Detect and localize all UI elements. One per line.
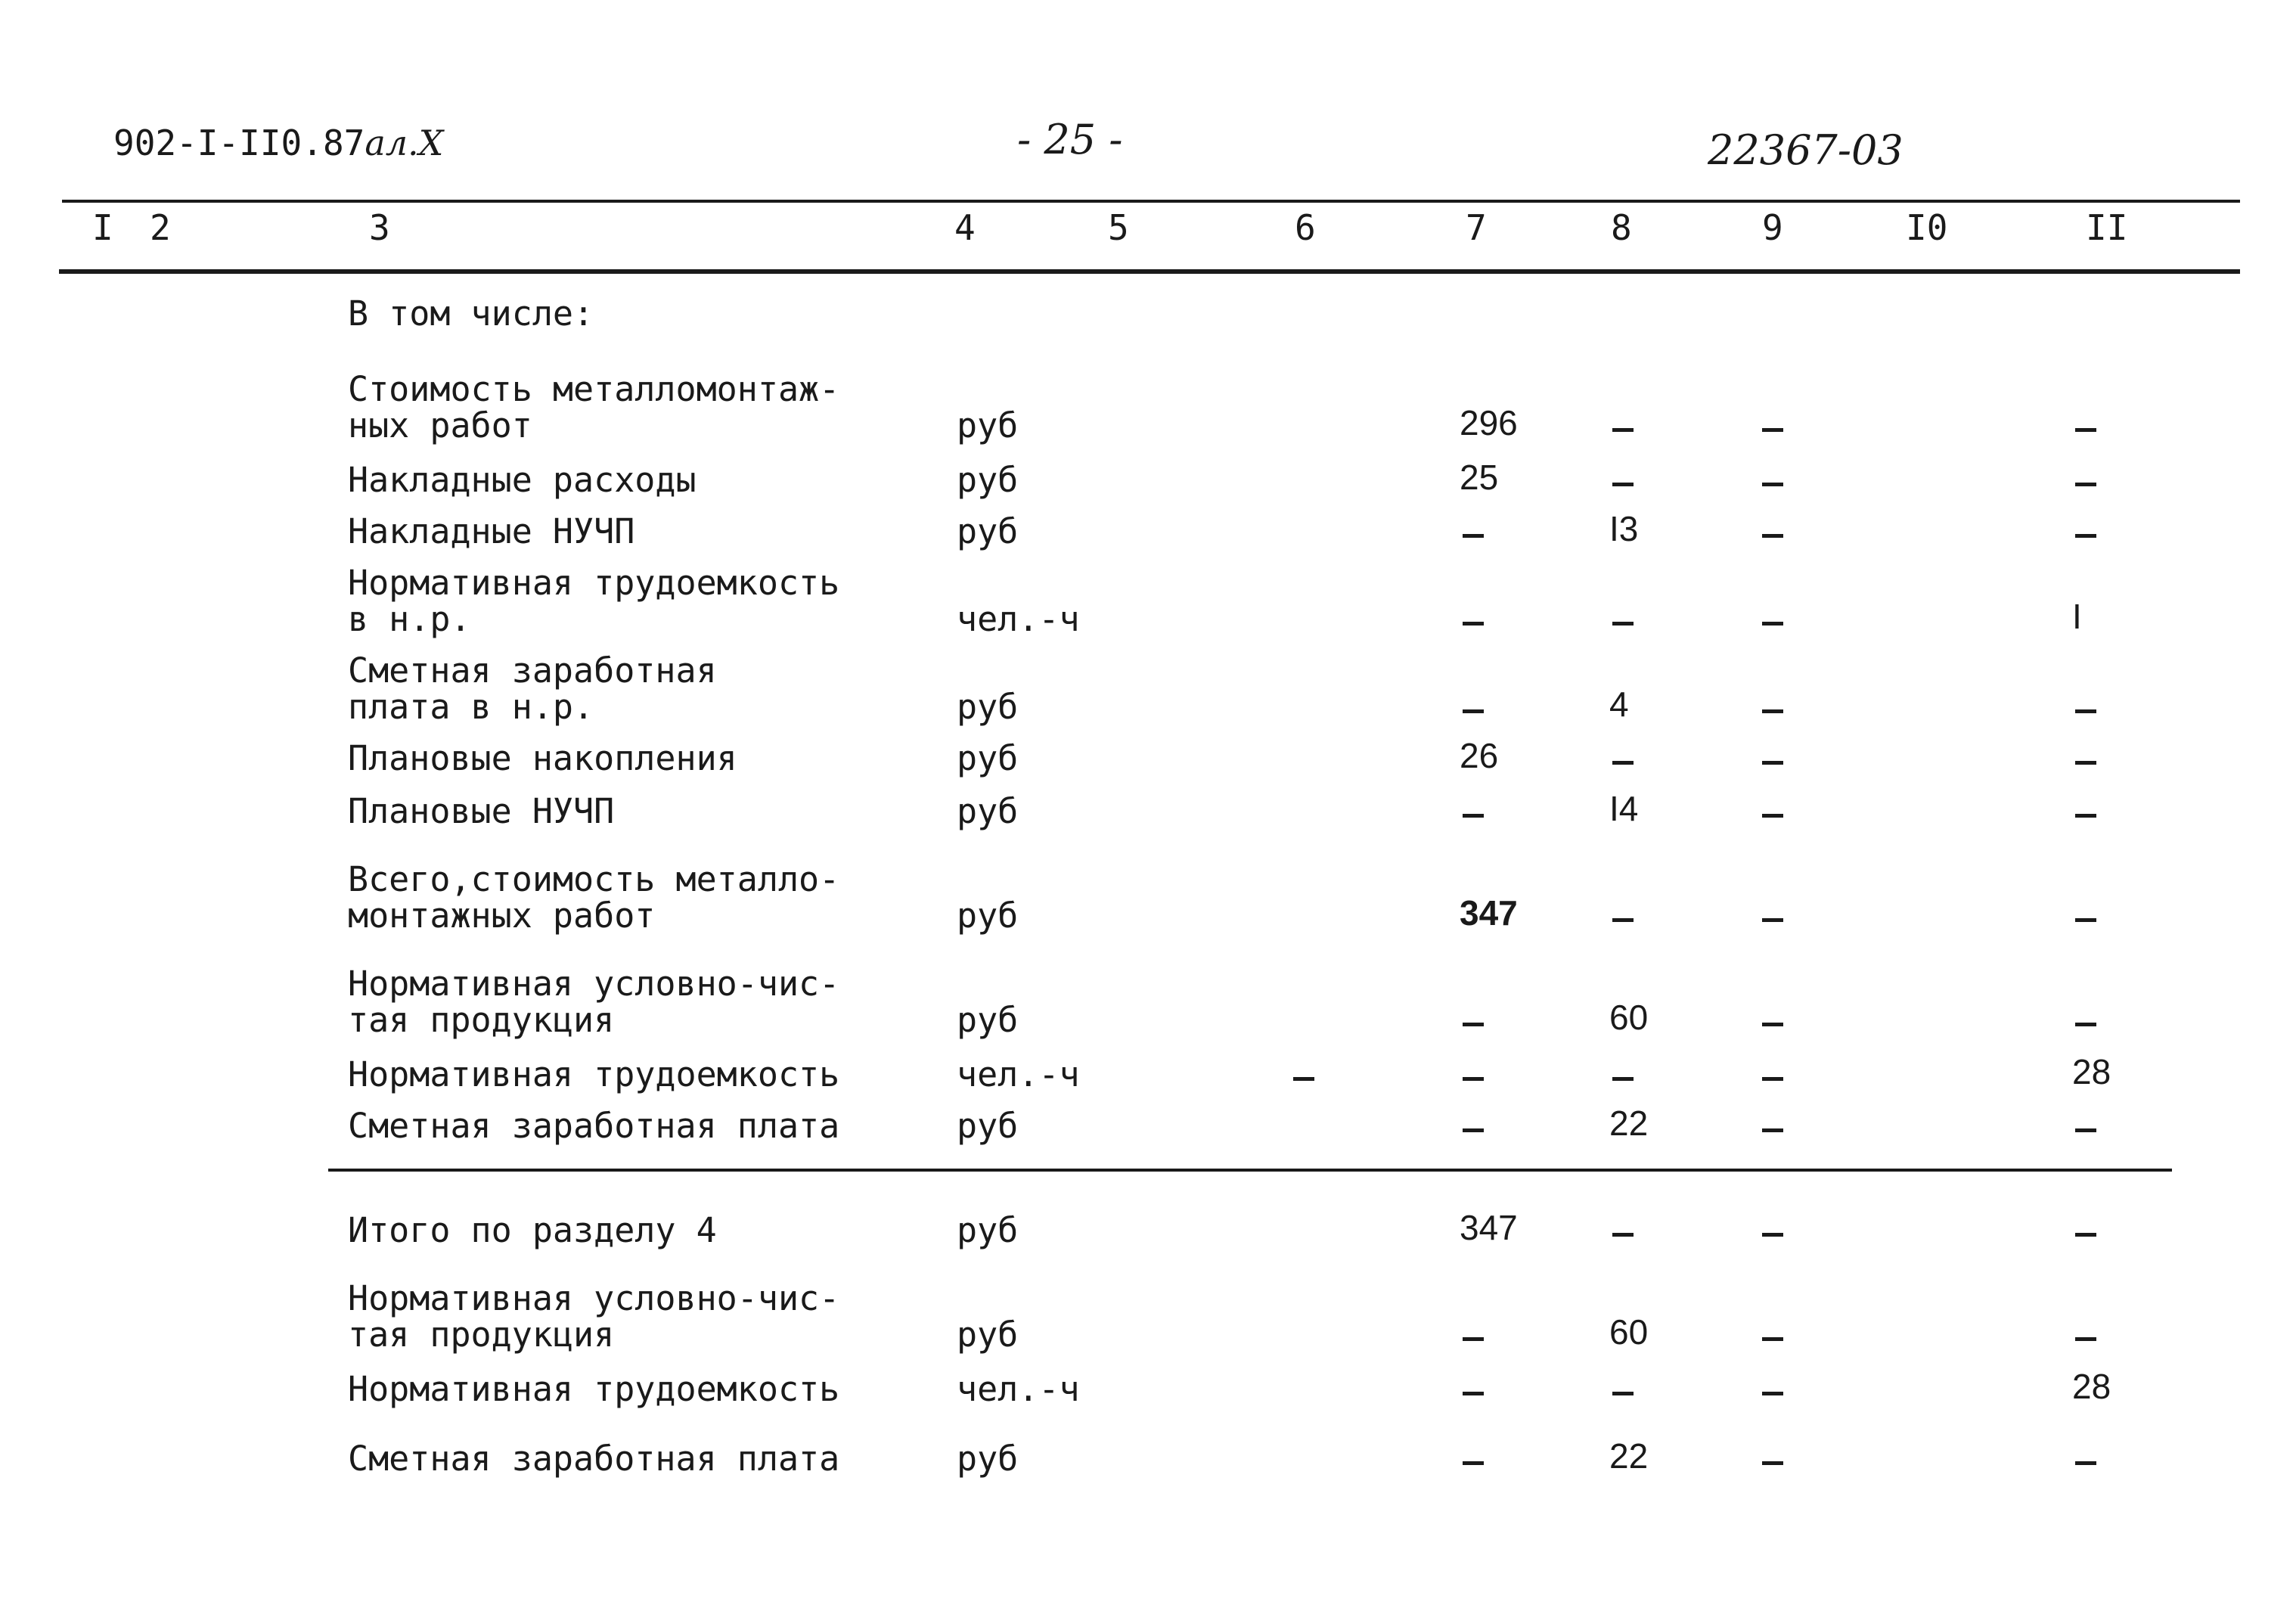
value-c7: 296	[1460, 403, 1518, 442]
dash-mark	[1463, 1077, 1484, 1081]
dash-mark	[2075, 483, 2096, 486]
handwritten-suffix: ал.X	[365, 123, 444, 163]
row-label: Нормативная трудоемкость	[348, 1369, 840, 1409]
dash-mark	[1762, 1337, 1783, 1341]
row-unit: руб	[957, 687, 1019, 727]
row-unit: чел.-ч	[957, 1369, 1080, 1409]
dash-mark	[2075, 1461, 2096, 1465]
dash-mark	[1612, 483, 1634, 486]
column-number: 9	[1762, 207, 1783, 248]
row-unit: руб	[957, 1315, 1019, 1355]
dash-mark	[1762, 1128, 1783, 1132]
value-c8: 22	[1609, 1436, 1649, 1476]
value-c8: 4	[1609, 684, 1629, 724]
dash-mark	[2075, 1023, 2096, 1026]
dash-mark	[1612, 761, 1634, 765]
page-number: - 25 -	[1017, 116, 1123, 163]
row-label-line1: Всего,стоимость металло-	[348, 859, 840, 899]
column-number: 8	[1611, 207, 1632, 248]
dash-mark	[1612, 428, 1634, 432]
value-c8: 60	[1609, 1312, 1649, 1352]
value-c8: 60	[1609, 998, 1649, 1037]
value-c8: I4	[1609, 789, 1639, 828]
row-unit: руб	[957, 1000, 1019, 1040]
dash-mark	[1762, 761, 1783, 765]
row-unit: руб	[957, 1106, 1019, 1146]
row-unit: руб	[957, 791, 1019, 831]
dash-mark	[1762, 1233, 1783, 1237]
value-c8: I3	[1609, 509, 1639, 548]
dash-mark	[1463, 534, 1484, 538]
row-unit: руб	[957, 405, 1019, 445]
value-c7: 347	[1460, 1208, 1518, 1247]
value-c7: 347	[1460, 893, 1518, 933]
dash-mark	[1463, 814, 1484, 818]
dash-mark	[1762, 428, 1783, 432]
column-number: II	[2086, 207, 2128, 248]
column-number: 4	[954, 207, 976, 248]
value-c11: 28	[2072, 1367, 2111, 1406]
row-label: Плановые НУЧП	[348, 791, 615, 831]
header-bottom-rule	[59, 269, 2240, 274]
row-label-line1: Нормативная условно-чис-	[348, 1278, 840, 1318]
dash-mark	[1463, 1337, 1484, 1341]
row-unit: руб	[957, 896, 1019, 936]
dash-mark	[1762, 534, 1783, 538]
column-number: 3	[369, 207, 390, 248]
dash-mark	[1612, 1392, 1634, 1395]
row-label: Итого по разделу 4	[348, 1210, 717, 1250]
column-number: I0	[1906, 207, 1948, 248]
row-unit: чел.-ч	[957, 599, 1080, 639]
dash-mark	[1762, 1461, 1783, 1465]
dash-mark	[1762, 483, 1783, 486]
header-top-rule	[62, 200, 2240, 203]
row-label: Накладные расходы	[348, 460, 697, 500]
row-label-line1: Нормативная условно-чис-	[348, 964, 840, 1004]
column-number: 6	[1295, 207, 1316, 248]
dash-mark	[1463, 622, 1484, 626]
value-c11: 28	[2072, 1052, 2111, 1091]
row-unit: руб	[957, 1210, 1019, 1250]
row-label-line2: тая продукция	[348, 1315, 615, 1355]
column-number: 5	[1108, 207, 1129, 248]
dash-mark	[1463, 709, 1484, 713]
dash-mark	[2075, 1337, 2096, 1341]
row-label-line2: тая продукция	[348, 1000, 615, 1040]
document-number: 22367-03	[1708, 126, 1904, 174]
document-code-left	[113, 123, 444, 163]
dash-mark	[2075, 709, 2096, 713]
row-label-line1: Сметная заработная	[348, 650, 717, 691]
row-label-line2: монтажных работ	[348, 896, 656, 936]
row-unit: руб	[957, 511, 1019, 551]
row-label-line1: Нормативная трудоемкость	[348, 563, 840, 603]
dash-mark	[1463, 1128, 1484, 1132]
row-label: Нормативная трудоемкость	[348, 1054, 840, 1094]
value-c8: 22	[1609, 1104, 1649, 1143]
dash-mark	[1463, 1023, 1484, 1026]
dash-mark	[1463, 1461, 1484, 1465]
row-label-line2: в н.р.	[348, 599, 471, 639]
dash-mark	[1612, 918, 1634, 922]
row-label: Накладные НУЧП	[348, 511, 635, 551]
dash-mark	[1612, 1233, 1634, 1237]
dash-mark	[1762, 918, 1783, 922]
intro-text: В том числе:	[348, 293, 594, 334]
value-c7: 26	[1460, 736, 1499, 775]
value-c7: 25	[1460, 458, 1499, 497]
row-unit: чел.-ч	[957, 1054, 1080, 1094]
row-label-line1: Стоимость металломонтаж-	[348, 369, 840, 409]
row-label: Плановые накопления	[348, 738, 737, 778]
row-unit: руб	[957, 1439, 1019, 1479]
dash-mark	[1762, 1077, 1783, 1081]
dash-mark	[2075, 814, 2096, 818]
column-number: 2	[150, 207, 171, 248]
dash-mark	[2075, 1233, 2096, 1237]
dash-mark	[2075, 428, 2096, 432]
dash-mark	[1463, 1392, 1484, 1395]
row-label-line2: плата в н.р.	[348, 687, 594, 727]
dash-mark	[1762, 622, 1783, 626]
section-separator-rule	[328, 1169, 2172, 1172]
dash-mark	[2075, 534, 2096, 538]
row-label: Сметная заработная плата	[348, 1106, 840, 1146]
column-number: 7	[1466, 207, 1487, 248]
row-label: Сметная заработная плата	[348, 1439, 840, 1479]
dash-mark	[1762, 1023, 1783, 1026]
row-label-line2: ных работ	[348, 405, 532, 445]
row-unit: руб	[957, 738, 1019, 778]
dash-mark	[2075, 918, 2096, 922]
dash-mark	[1762, 814, 1783, 818]
dash-mark	[2075, 1128, 2096, 1132]
column-number: I	[92, 207, 113, 248]
document-code: 902-I-II0.87	[113, 123, 365, 163]
dash-mark	[1762, 709, 1783, 713]
value-c11: I	[2072, 597, 2082, 636]
dash-mark	[1293, 1077, 1314, 1081]
row-unit: руб	[957, 460, 1019, 500]
dash-mark	[1612, 622, 1634, 626]
dash-mark	[1612, 1077, 1634, 1081]
dash-mark	[1762, 1392, 1783, 1395]
dash-mark	[2075, 761, 2096, 765]
